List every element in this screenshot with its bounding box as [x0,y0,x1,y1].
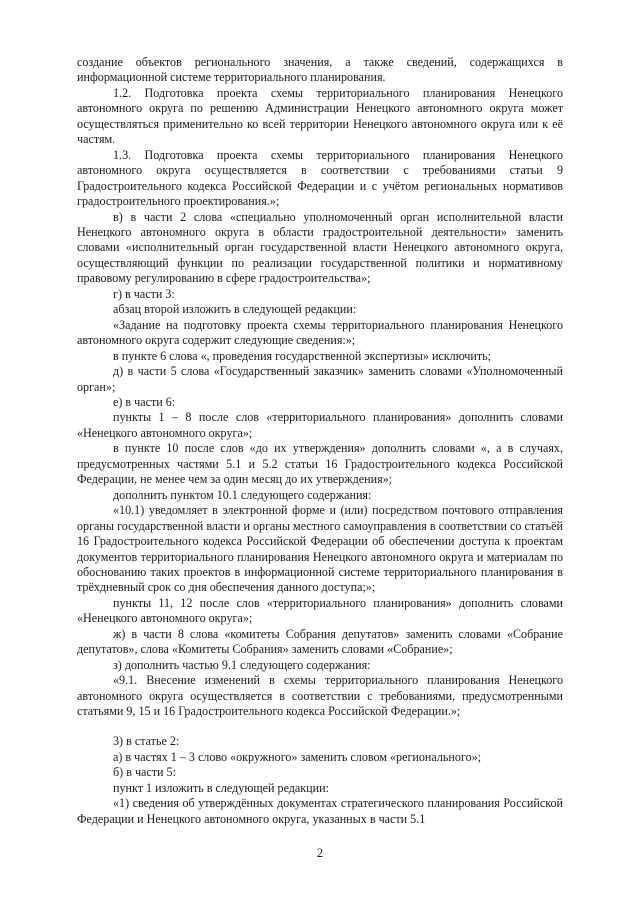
paragraph: «9.1. Внесение изменений в схемы территориального планирования Ненецкого автономного округа осуществляется в соответствии с требованиями, предусмотренными статьями 9, 15 и 16 Градостроительного кодекса Российской Федерации.»; [77,673,563,719]
paragraph: дополнить пунктом 10.1 следующего содержания: [113,487,372,502]
paragraph: а) в частях 1 – 3 слово «окружного» заменить словом «регионального»; [113,749,482,764]
paragraph: абзац второй изложить в следующей редакции: [113,302,357,317]
paragraph: пункты 1 – 8 после слов «территориального планирования» дополнить словами «Ненецкого автономного округа»; [77,410,563,440]
paragraph: «1) сведения об утверждённых документах стратегического планирования Российской Федерации и Ненецкого автономного округа, указанных в части 5.1 [77,796,563,826]
paragraph: д) в части 5 слова «Государственный заказчик» заменить словами «Уполномоченный орган»; [77,364,563,394]
paragraph: 3) в статье 2: [113,734,180,749]
paragraph: в) в части 2 слова «специально уполномоченный орган исполнительной власти Ненецкого автономного округа в области градостроительной деятельности» заменить словами «исполнительный орган государственной власти Ненецкого автономного округа, осуществляющий функции по реализации государственной политики и нормативному правовому регулированию в сфере градостроительства»; [77,209,563,286]
paragraph: е) в части 6: [113,394,176,409]
paragraph: 1.3. Подготовка проекта схемы территориального планирования Ненецкого автономного округа осуществляется в соответствии с требованиями статьи 9 Градостроительного кодекса Российской Федерации и с учётом региональных нормативов градостроительного проектирования.»; [77,147,563,209]
paragraph: пункт 1 изложить в следующей редакции: [113,780,329,795]
paragraph: в пункте 10 после слов «до их утверждения» дополнить словами «, а в случаях, предусмотренных частями 5.1 и 5.2 статьи 16 Градостроительного кодекса Российской Федерации, не менее чем за один месяц до их утверждения»; [77,441,563,487]
paragraph: создание объектов регионального значения, а также сведений, содержащихся в информационной системе территориального планирования. [77,55,563,85]
page-number: 2 [316,846,324,860]
paragraph: г) в части 3: [113,286,175,301]
blank-line [77,719,563,734]
paragraph: з) дополнить частью 9.1 следующего содержания: [113,657,371,672]
paragraph: «10.1) уведомляет в электронной форме и (или) посредством почтового отправления органы государственной власти и органы местного самоуправления в соответствии со статьёй 16 Градостроительного кодекса Российской Федерации об обеспечении доступа к проектам документов территориального планирования Ненецкого автономного округа и материалам по обоснованию таких проектов в информационной системе территориального планирования в трёхдневный срок со дня обеспечения данного доступа;»; [77,503,563,595]
document-body [77,55,563,827]
paragraph: ж) в части 8 слова «комитеты Собрания депутатов» заменить словами «Собрание депутатов», слова «Комитеты Собрания» заменить словами «Собрание»; [77,626,563,657]
paragraph: «Задание на подготовку проекта схемы территориального планирования Ненецкого автономного округа содержит следующие сведения:»; [77,317,563,348]
paragraph: в пункте 6 слова «, проведения государственной экспертизы» исключить; [113,348,491,363]
paragraph: 1.2. Подготовка проекта схемы территориального планирования Ненецкого автономного округа по решению Администрации Ненецкого автономного округа может осуществляться применительно ко всей территории Ненецкого автономного округа или к её частям. [77,85,563,147]
paragraph: б) в части 5: [113,765,176,780]
paragraph: пункты 11, 12 после слов «территориального планирования» дополнить словами «Ненецкого автономного округа»; [77,595,563,626]
